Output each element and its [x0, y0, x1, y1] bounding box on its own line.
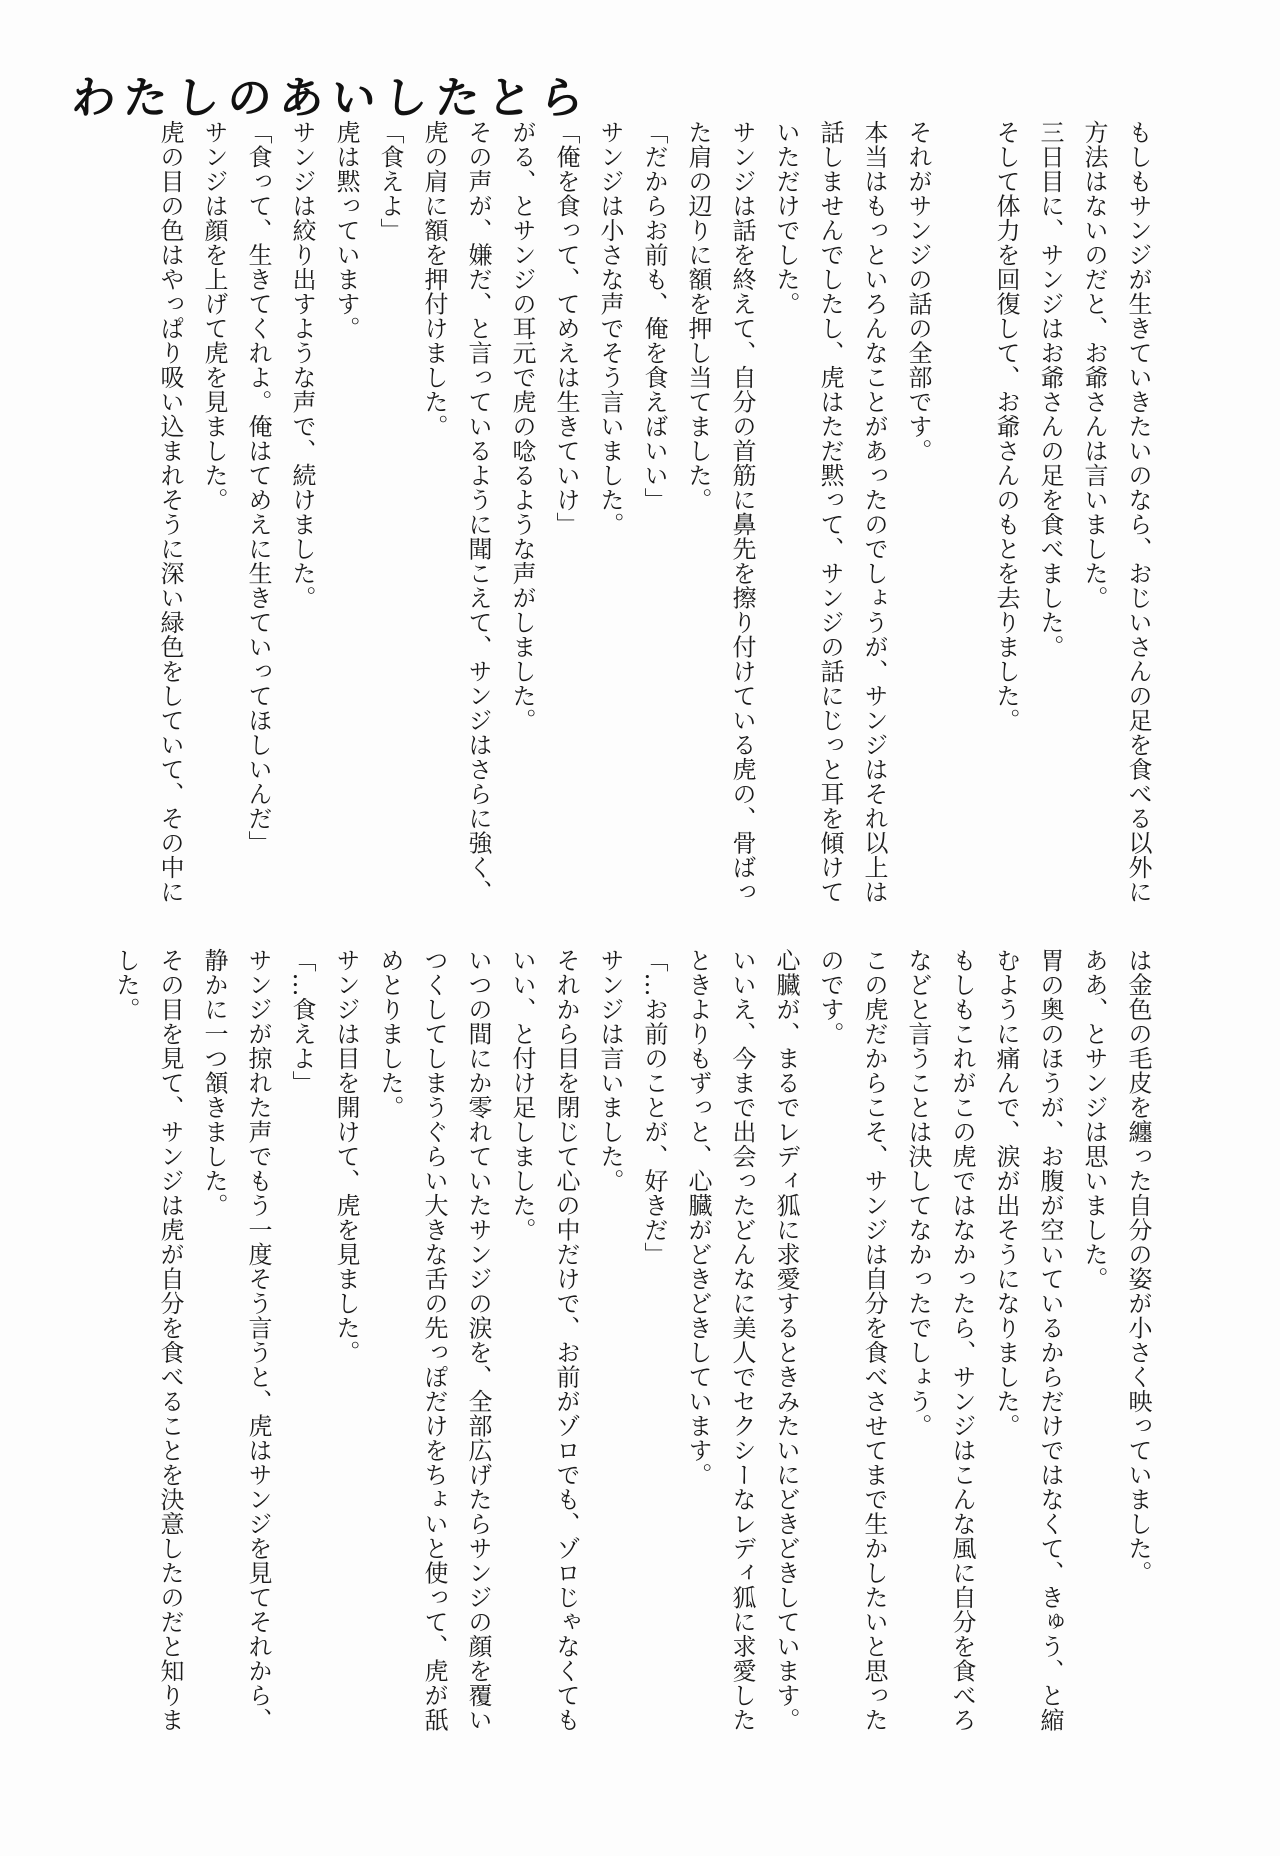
text-line: ときよりもずっと、心臓がどきどきしています。 [684, 948, 712, 1487]
text-line: サンジは顔を上げて虎を見ました。 [200, 120, 228, 512]
text-line: その目を見て、サンジは虎が自分を食べることを決意したのだと知りま [156, 948, 184, 1732]
text-line: 「だからお前も、俺を食えばいい」 [640, 120, 668, 512]
text-line: そして体力を回復して、お爺さんのもとを去りました。 [992, 120, 1020, 733]
text-line: サンジは小さな声でそう言いました。 [596, 120, 624, 537]
text-line: 話しませんでしたし、虎はただ黙って、サンジの話にじっと耳を傾けて [816, 120, 844, 904]
text-line: 心臓が、まるでレディ狐に求愛するときみたいにどきどきしています。 [772, 948, 800, 1732]
text-line: もしもこれがこの虎ではなかったら、サンジはこんな風に自分を食べろ [948, 948, 976, 1732]
text-line: ああ、とサンジは思いました。 [1080, 948, 1108, 1291]
text-line: 虎の目の色はやっぱり吸い込まれそうに深い緑色をしていて、その中に [156, 120, 184, 904]
text-line: めとりました。 [376, 948, 404, 1120]
text-line: した。 [112, 948, 140, 1022]
text-line: 「食えよ」 [376, 120, 404, 243]
text-line: 方法はないのだと、お爺さんは言いました。 [1080, 120, 1108, 610]
text-line: のです。 [816, 948, 844, 1046]
text-line: は金色の毛皮を纏った自分の姿が小さく映っていました。 [1124, 948, 1152, 1585]
text-block-top [80, 120, 1160, 910]
text-line: この虎だからこそ、サンジは自分を食べさせてまで生かしたいと思った [860, 948, 888, 1732]
text-line: それから目を閉じて心の中だけで、お前がゾロでも、ゾロじゃなくても [552, 948, 580, 1732]
text-line: いただけでした。 [772, 120, 800, 316]
text-line: サンジは絞り出すような声で、続けました。 [288, 120, 316, 610]
text-line: いつの間にか零れていたサンジの涙を、全部広げたらサンジの顔を覆い [464, 948, 492, 1732]
text-line: いいえ、今まで出会ったどんなに美人でセクシーなレディ狐に求愛した [728, 948, 756, 1732]
text-line: サンジは言いました。 [596, 948, 624, 1193]
text-line: た肩の辺りに額を押し当てました。 [684, 120, 712, 512]
text-line: サンジが掠れた声でもう一度そう言うと、虎はサンジを見てそれから、 [244, 948, 272, 1732]
text-line: サンジは話を終えて、自分の首筋に鼻先を擦り付けている虎の、骨ばっ [728, 120, 756, 904]
text-line: 虎の肩に額を押付けました。 [420, 120, 448, 439]
text-line: 本当はもっといろんなことがあったのでしょうが、サンジはそれ以上は [860, 120, 888, 904]
text-line: むように痛んで、涙が出そうになりました。 [992, 948, 1020, 1438]
text-line: 「食って、生きてくれよ。俺はてめえに生きていってほしいんだ」 [244, 120, 272, 855]
text-line: 三日目に、サンジはお爺さんの足を食べました。 [1036, 120, 1064, 659]
text-line: もしもサンジが生きていきたいのなら、おじいさんの足を食べる以外に [1124, 120, 1152, 904]
text-line: つくしてしまうぐらい大きな舌の先っぽだけをちょいと使って、虎が舐 [420, 948, 448, 1732]
text-line: サンジは目を開けて、虎を見ました。 [332, 948, 360, 1365]
text-line: 胃の奥のほうが、お腹が空いているからだけではなくて、きゅう、と縮 [1036, 948, 1064, 1732]
text-line: 「俺を食って、てめえは生きていけ」 [552, 120, 580, 537]
text-line: などと言うことは決してなかったでしょう。 [904, 948, 932, 1438]
text-line: それがサンジの話の全部です。 [904, 120, 932, 463]
text-line: 静かに一つ頷きました。 [200, 948, 228, 1218]
page-title: わたしのあいしたとら [69, 73, 594, 124]
text-line: 「…お前のことが、好きだ」 [640, 948, 668, 1267]
text-line: がる、とサンジの耳元で虎の唸るような声がしました。 [508, 120, 536, 733]
paragraph-gap [940, 120, 984, 910]
text-line: いい、と付け足しました。 [508, 948, 536, 1242]
text-line: その声が、嫌だ、と言っているように聞こえて、サンジはさらに強く、 [464, 120, 492, 904]
text-block-bottom [80, 948, 1160, 1808]
text-line: 虎は黙っています。 [332, 120, 360, 341]
text-line: 「…食えよ」 [288, 948, 316, 1095]
